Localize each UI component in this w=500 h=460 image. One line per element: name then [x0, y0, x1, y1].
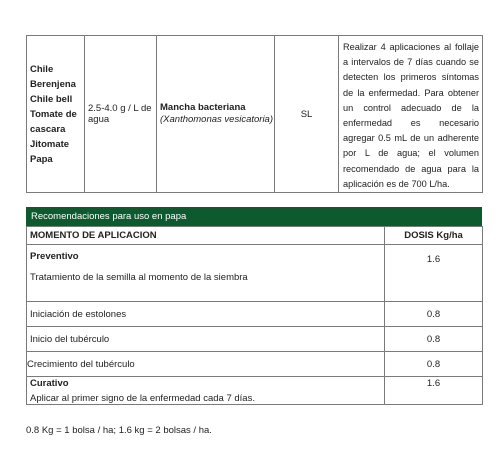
disease-name: Mancha bacteriana — [160, 102, 246, 114]
dose-cell: 2.5-4.0 g / L de agua — [85, 36, 157, 193]
footnote: 0.8 Kg = 1 bolsa / ha; 1.6 kg = 2 bolsas / ha. — [26, 425, 212, 436]
disease-scientific-name: (Xanthomonas vesicatoria) — [160, 114, 273, 126]
potato-dose-table — [26, 226, 483, 405]
curative-label: Curativo — [30, 378, 69, 389]
potato-recommendations — [26, 207, 482, 405]
table-row-curative — [27, 377, 483, 405]
crop-name: Tomate de — [30, 108, 77, 120]
crop-name: cascara — [30, 123, 66, 135]
preventive-dose-cell — [385, 245, 483, 302]
preventive-label: Preventivo — [30, 251, 79, 262]
disease-cell — [157, 36, 275, 193]
dose-cell: 0.8 — [385, 327, 483, 352]
formulation-cell: SL — [275, 36, 339, 193]
crop-name: Chile — [30, 63, 54, 75]
crop-name: Papa — [30, 153, 53, 165]
column-header-moment: MOMENTO DE APLICACION — [27, 227, 385, 245]
preventive-dose: 1.6 — [426, 254, 441, 265]
dose-cell: 0.8 — [385, 302, 483, 327]
table-row — [27, 36, 483, 193]
curative-dose-cell — [385, 377, 483, 405]
product-use-table — [26, 35, 483, 193]
table-header-row — [27, 227, 483, 245]
table-row — [27, 302, 483, 327]
crops-cell — [27, 36, 85, 193]
curative-dose: 1.6 — [426, 378, 441, 389]
moment-cell: Crecimiento del tubérculo — [27, 352, 385, 377]
column-header-dose: DOSIS Kg/ha — [385, 227, 483, 245]
preventive-description: Tratamiento de la semilla al momento de la siembra — [30, 272, 248, 283]
moment-cell: Inicio del tubérculo — [27, 327, 385, 352]
table-row — [27, 352, 483, 377]
table-row — [27, 327, 483, 352]
table-row-preventive — [27, 245, 483, 302]
curative-cell — [27, 377, 385, 405]
curative-description: Aplicar al primer signo de la enfermedad cada 7 días. — [30, 393, 255, 404]
crop-name: Jitomate — [30, 138, 70, 150]
section-header: Recomendaciones para uso en papa — [26, 207, 482, 226]
moment-cell: Iniciación de estolones — [27, 302, 385, 327]
crop-name: Berenjena — [30, 78, 76, 90]
dose-cell: 0.8 — [385, 352, 483, 377]
preventive-cell — [27, 245, 385, 302]
crop-name: Chile bell — [30, 93, 73, 105]
instructions-cell: Realizar 4 aplicaciones al follaje a intervalos de 7 días cuando se detecten los primeros síntomas de la enfermedad. Para obtener un control adecuado de la enfermedad es necesario agregar 0.5 mL de un adherente por L de agua; el volumen recomendado de agua para la aplicación es de 700 L/ha. — [339, 36, 483, 193]
